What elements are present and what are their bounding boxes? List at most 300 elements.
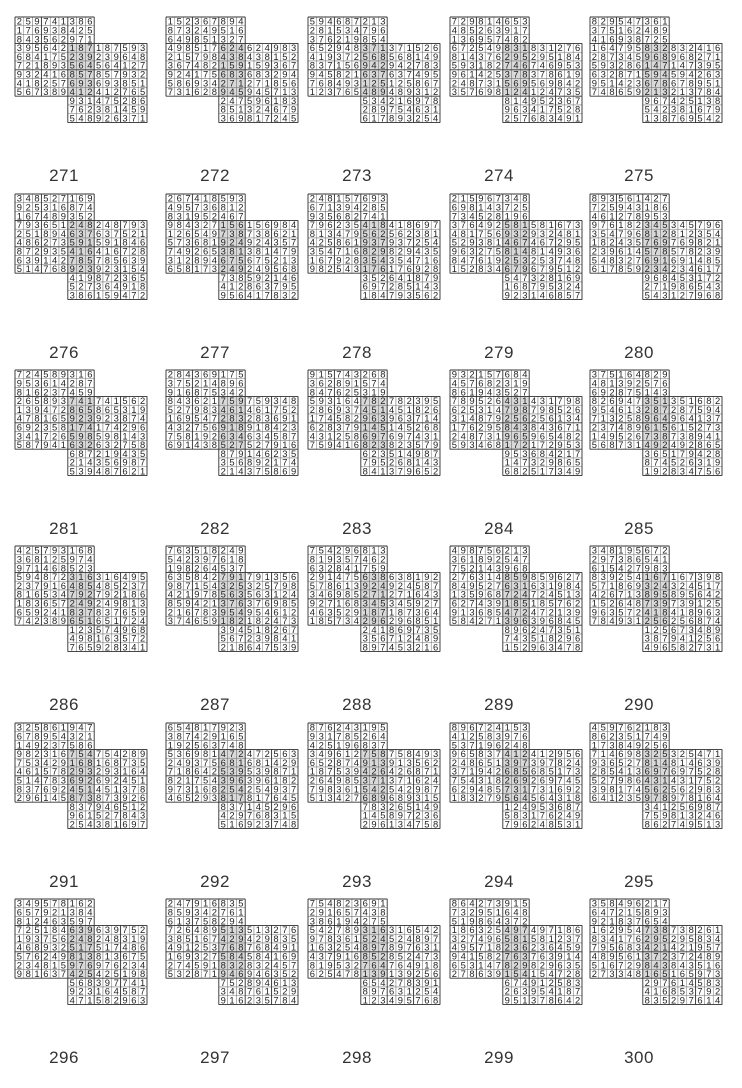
- puzzle-grid: [165, 193, 299, 327]
- cell-digit: 9: [662, 237, 667, 248]
- cell-digit: 5: [618, 193, 623, 204]
- cell-digit: 3: [345, 219, 350, 230]
- cell-digit: 4: [256, 86, 261, 97]
- cell-digit: 7: [273, 86, 278, 97]
- cell-digit: 8: [61, 263, 66, 274]
- cell-digit: 2: [496, 219, 501, 230]
- cell-digit: 6: [371, 51, 376, 62]
- cell-digit: 6: [229, 404, 234, 415]
- cell-digit: 3: [229, 430, 234, 441]
- cell-digit: 5: [566, 439, 571, 450]
- cell-digit: 8: [265, 422, 270, 433]
- cell-digit: 6: [78, 642, 83, 653]
- cell-digit: 4: [592, 210, 597, 221]
- cell-digit: 6: [140, 422, 145, 433]
- cell-digit: 6: [87, 290, 92, 301]
- cell-digit: 7: [291, 60, 296, 71]
- cell-digit: 6: [43, 598, 48, 609]
- cell-digit: 7: [336, 369, 341, 380]
- cell-digit: 2: [415, 113, 420, 124]
- cell-digit: 2: [212, 210, 217, 221]
- cell-digit: 9: [380, 86, 385, 97]
- cell-digit: 2: [327, 263, 332, 274]
- cell-digit: 6: [273, 413, 278, 424]
- cell-digit: 6: [363, 193, 368, 204]
- cell-digit: 1: [380, 42, 385, 53]
- cell-digit: 4: [70, 86, 75, 97]
- cell-digit: 2: [566, 404, 571, 415]
- cell-digit: 9: [371, 457, 376, 468]
- cell-digit: 4: [70, 272, 75, 283]
- cell-digit: 9: [461, 202, 466, 213]
- cell-digit: 5: [645, 378, 650, 389]
- cell-digit: 8: [461, 25, 466, 36]
- cell-digit: 8: [310, 386, 315, 397]
- cell-digit: 7: [653, 246, 658, 257]
- cell-digit: 1: [52, 580, 57, 591]
- cell-digit: 4: [478, 219, 483, 230]
- cell-digit: 8: [645, 457, 650, 468]
- cell-digit: 1: [592, 237, 597, 248]
- cell-digit: 3: [140, 598, 145, 609]
- cell-digit: 6: [256, 281, 261, 292]
- cell-digit: 9: [522, 378, 527, 389]
- cell-digit: 7: [575, 95, 580, 106]
- cell-digit: 8: [557, 290, 562, 301]
- cell-digit: 2: [52, 430, 57, 441]
- cell-digit: 1: [513, 246, 518, 257]
- cell-digit: 4: [380, 95, 385, 106]
- cell-digit: 9: [380, 386, 385, 397]
- cell-digit: 4: [185, 369, 190, 380]
- cell-digit: 8: [549, 404, 554, 415]
- cell-digit: 1: [229, 202, 234, 213]
- cell-digit: 1: [487, 254, 492, 265]
- cell-digit: 7: [505, 202, 510, 213]
- cell-digit: 5: [557, 104, 562, 115]
- cell-digit: 6: [636, 228, 641, 239]
- cell-digit: 9: [415, 95, 420, 106]
- cell-digit: 8: [34, 77, 39, 88]
- cell-digit: 6: [513, 430, 518, 441]
- cell-digit: 1: [653, 228, 658, 239]
- cell-digit: 2: [229, 33, 234, 44]
- cell-digit: 9: [131, 42, 136, 53]
- cell-digit: 9: [557, 60, 562, 71]
- cell-digit: 3: [26, 254, 31, 265]
- cell-digit: 9: [653, 439, 658, 450]
- cell-digit: 3: [273, 237, 278, 248]
- cell-digit: 4: [645, 25, 650, 36]
- cell-digit: 9: [680, 254, 685, 265]
- cell-digit: 5: [256, 395, 261, 406]
- cell-digit: 5: [105, 290, 110, 301]
- cell-digit: 8: [609, 439, 614, 450]
- cell-digit: 1: [238, 246, 243, 257]
- cell-digit: 1: [540, 466, 545, 477]
- cell-digit: 5: [513, 254, 518, 265]
- cell-digit: 5: [671, 69, 676, 80]
- cell-digit: 1: [407, 42, 412, 53]
- cell-digit: 4: [689, 413, 694, 424]
- cell-digit: 9: [618, 33, 623, 44]
- cell-digit: 3: [26, 580, 31, 591]
- cell-digit: 5: [407, 77, 412, 88]
- cell-digit: 2: [273, 69, 278, 80]
- cell-digit: 7: [380, 281, 385, 292]
- cell-digit: 3: [273, 395, 278, 406]
- cell-digit: 2: [185, 422, 190, 433]
- cell-digit: 7: [43, 16, 48, 27]
- cell-digit: 7: [627, 69, 632, 80]
- cell-digit: 4: [238, 466, 243, 477]
- cell-digit: 1: [282, 439, 287, 450]
- cell-digit: 9: [78, 589, 83, 600]
- cell-digit: 9: [354, 228, 359, 239]
- cell-digit: 9: [398, 113, 403, 124]
- cell-digit: 6: [627, 193, 632, 204]
- cell-digit: 9: [487, 86, 492, 97]
- cell-digit: 5: [566, 60, 571, 71]
- cell-digit: 9: [265, 263, 270, 274]
- cell-digit: 8: [636, 413, 641, 424]
- cell-digit: 6: [212, 202, 217, 213]
- cell-digit: 4: [229, 545, 234, 556]
- cell-digit: 3: [319, 60, 324, 71]
- cell-digit: 8: [273, 77, 278, 88]
- cell-digit: 5: [645, 290, 650, 301]
- cell-digit: 8: [238, 228, 243, 239]
- cell-digit: 6: [680, 237, 685, 248]
- cell-digit: 8: [715, 290, 720, 301]
- cell-digit: 1: [461, 413, 466, 424]
- cell-digit: 9: [592, 219, 597, 230]
- cell-digit: 3: [105, 51, 110, 62]
- cell-digit: 4: [319, 386, 324, 397]
- cell-digit: 1: [549, 42, 554, 53]
- cell-digit: 1: [354, 69, 359, 80]
- puzzle-grid: [589, 193, 723, 327]
- cell-digit: 2: [61, 42, 66, 53]
- cell-digit: 7: [247, 395, 252, 406]
- cell-digit: 1: [114, 395, 119, 406]
- cell-digit: 2: [327, 378, 332, 389]
- cell-digit: 4: [566, 77, 571, 88]
- cell-digit: 3: [424, 104, 429, 115]
- cell-digit: 1: [194, 263, 199, 274]
- cell-digit: 6: [345, 237, 350, 248]
- cell-digit: 1: [273, 51, 278, 62]
- cell-digit: 1: [689, 254, 694, 265]
- cell-digit: 8: [327, 77, 332, 88]
- cell-digit: 5: [662, 448, 667, 459]
- cell-digit: 8: [247, 281, 252, 292]
- cell-digit: 4: [61, 589, 66, 600]
- cell-digit: 2: [96, 448, 101, 459]
- cell-digit: 4: [496, 16, 501, 27]
- cell-digit: 8: [221, 448, 226, 459]
- cell-digit: 7: [310, 439, 315, 450]
- cell-digit: 7: [212, 42, 217, 53]
- cell-digit: 2: [34, 422, 39, 433]
- cell-digit: 9: [61, 86, 66, 97]
- cell-digit: 2: [282, 228, 287, 239]
- cell-digit: 1: [122, 589, 127, 600]
- cell-digit: 1: [680, 86, 685, 97]
- cell-digit: 2: [78, 281, 83, 292]
- cell-digit: 9: [715, 104, 720, 115]
- cell-digit: 1: [505, 210, 510, 221]
- cell-digit: 1: [61, 219, 66, 230]
- cell-digit: 8: [389, 439, 394, 450]
- cell-digit: 8: [697, 439, 702, 450]
- cell-digit: 3: [194, 16, 199, 27]
- cell-digit: 7: [575, 290, 580, 301]
- cell-digit: 4: [452, 228, 457, 239]
- cell-digit: 7: [496, 33, 501, 44]
- cell-digit: 5: [319, 439, 324, 450]
- cell-digit: 4: [247, 404, 252, 415]
- cell-digit: 9: [168, 386, 173, 397]
- cell-digit: 2: [415, 422, 420, 433]
- cell-digit: 1: [310, 86, 315, 97]
- cell-digit: 9: [238, 113, 243, 124]
- cell-digit: 9: [52, 395, 57, 406]
- cell-digit: 2: [575, 430, 580, 441]
- cell-digit: 3: [194, 219, 199, 230]
- cell-digit: 1: [575, 422, 580, 433]
- cell-digit: 8: [415, 77, 420, 88]
- cell-digit: 8: [513, 466, 518, 477]
- cell-digit: 9: [78, 430, 83, 441]
- cell-digit: 9: [531, 430, 536, 441]
- cell-digit: 2: [566, 281, 571, 292]
- cell-digit: 7: [706, 272, 711, 283]
- cell-digit: 1: [345, 33, 350, 44]
- cell-digit: 9: [689, 448, 694, 459]
- cell-digit: 5: [78, 615, 83, 626]
- cell-digit: 7: [680, 77, 685, 88]
- cell-digit: 7: [653, 281, 658, 292]
- cell-digit: 7: [522, 113, 527, 124]
- cell-digit: 7: [433, 77, 438, 88]
- cell-digit: 2: [627, 77, 632, 88]
- cell-digit: 4: [256, 263, 261, 274]
- cell-digit: 7: [363, 210, 368, 221]
- cell-digit: 7: [61, 77, 66, 88]
- cell-digit: 8: [592, 193, 597, 204]
- cell-digit: 4: [496, 263, 501, 274]
- cell-digit: 8: [371, 104, 376, 115]
- cell-digit: 7: [407, 69, 412, 80]
- cell-digit: 8: [212, 439, 217, 450]
- cell-digit: 9: [415, 263, 420, 274]
- cell-digit: 1: [194, 430, 199, 441]
- cell-digit: 5: [389, 51, 394, 62]
- cell-digit: 1: [715, 430, 720, 441]
- cell-digit: 9: [70, 554, 75, 565]
- cell-digit: 2: [345, 69, 350, 80]
- cell-digit: 3: [203, 202, 208, 213]
- cell-digit: 2: [336, 430, 341, 441]
- cell-digit: 8: [26, 51, 31, 62]
- cell-digit: 4: [345, 369, 350, 380]
- cell-digit: 7: [513, 69, 518, 80]
- cell-digit: 8: [345, 16, 350, 27]
- cell-digit: 2: [194, 562, 199, 573]
- cell-digit: 2: [513, 386, 518, 397]
- cell-digit: 7: [131, 633, 136, 644]
- cell-digit: 3: [43, 202, 48, 213]
- cell-digit: 2: [105, 263, 110, 274]
- cell-digit: 9: [87, 386, 92, 397]
- cell-digit: 7: [618, 228, 623, 239]
- cell-digit: 2: [407, 60, 412, 71]
- cell-digit: 2: [247, 413, 252, 424]
- puzzle-grid: [589, 16, 723, 150]
- cell-digit: 2: [697, 246, 702, 257]
- cell-digit: 1: [345, 439, 350, 450]
- cell-digit: 3: [469, 439, 474, 450]
- cell-digit: 8: [78, 254, 83, 265]
- cell-digit: 2: [618, 210, 623, 221]
- puzzle-278: [307, 193, 432, 383]
- cell-digit: 5: [478, 210, 483, 221]
- cell-digit: 9: [452, 246, 457, 257]
- cell-digit: 1: [487, 404, 492, 415]
- cell-digit: 2: [645, 86, 650, 97]
- cell-digit: 7: [487, 246, 492, 257]
- cell-digit: 6: [469, 422, 474, 433]
- cell-digit: 9: [96, 413, 101, 424]
- cell-digit: 4: [618, 422, 623, 433]
- cell-digit: 4: [398, 272, 403, 283]
- cell-digit: 7: [601, 369, 606, 380]
- cell-digit: 3: [627, 237, 632, 248]
- cell-digit: 4: [87, 422, 92, 433]
- cell-digit: 2: [78, 263, 83, 274]
- cell-digit: 1: [645, 60, 650, 71]
- cell-digit: 5: [256, 60, 261, 71]
- cell-digit: 7: [229, 448, 234, 459]
- cell-digit: 3: [433, 281, 438, 292]
- cell-digit: 9: [87, 193, 92, 204]
- cell-digit: 5: [706, 228, 711, 239]
- cell-digit: 9: [221, 290, 226, 301]
- cell-digit: 6: [592, 69, 597, 80]
- cell-digit: 2: [636, 219, 641, 230]
- cell-digit: 2: [380, 228, 385, 239]
- cell-digit: 7: [291, 430, 296, 441]
- cell-digit: 3: [513, 395, 518, 406]
- cell-digit: 6: [78, 545, 83, 556]
- cell-digit: 2: [273, 113, 278, 124]
- cell-digit: 1: [43, 254, 48, 265]
- cell-digit: 3: [566, 413, 571, 424]
- cell-digit: 2: [265, 457, 270, 468]
- cell-digit: 4: [256, 448, 261, 459]
- cell-digit: 5: [177, 263, 182, 274]
- cell-digit: 6: [461, 386, 466, 397]
- cell-digit: 8: [70, 69, 75, 80]
- cell-digit: 1: [70, 193, 75, 204]
- cell-digit: 1: [177, 254, 182, 265]
- cell-digit: 5: [336, 413, 341, 424]
- cell-digit: 4: [407, 254, 412, 265]
- cell-digit: 5: [461, 378, 466, 389]
- cell-digit: 1: [636, 193, 641, 204]
- cell-digit: 7: [87, 42, 92, 53]
- cell-digit: 5: [43, 589, 48, 600]
- cell-digit: 6: [389, 430, 394, 441]
- cell-digit: 6: [424, 77, 429, 88]
- cell-digit: 6: [557, 219, 562, 230]
- cell-digit: 7: [61, 193, 66, 204]
- cell-digit: 5: [229, 395, 234, 406]
- cell-digit: 6: [52, 562, 57, 573]
- cell-digit: 8: [310, 228, 315, 239]
- cell-digit: 7: [452, 395, 457, 406]
- cell-digit: 6: [52, 33, 57, 44]
- cell-digit: 9: [87, 51, 92, 62]
- cell-digit: 3: [380, 413, 385, 424]
- cell-digit: 9: [645, 272, 650, 283]
- cell-digit: 5: [327, 210, 332, 221]
- cell-digit: 7: [609, 422, 614, 433]
- cell-digit: 1: [17, 598, 22, 609]
- cell-digit: 4: [371, 210, 376, 221]
- cell-digit: 4: [114, 624, 119, 635]
- cell-digit: 9: [697, 430, 702, 441]
- cell-digit: 8: [26, 237, 31, 248]
- cell-digit: 4: [168, 422, 173, 433]
- cell-digit: 3: [557, 466, 562, 477]
- cell-digit: 6: [496, 51, 501, 62]
- cell-digit: 2: [140, 290, 145, 301]
- cell-digit: 9: [549, 457, 554, 468]
- cell-digit: 9: [433, 51, 438, 62]
- cell-digit: 1: [185, 210, 190, 221]
- cell-digit: 9: [636, 422, 641, 433]
- cell-digit: 9: [689, 237, 694, 248]
- cell-digit: 4: [715, 86, 720, 97]
- cell-digit: 1: [513, 25, 518, 36]
- cell-digit: 3: [522, 104, 527, 115]
- cell-digit: 6: [433, 254, 438, 265]
- cell-digit: 6: [706, 290, 711, 301]
- cell-digit: 9: [247, 422, 252, 433]
- cell-digit: 4: [238, 430, 243, 441]
- cell-digit: 2: [319, 422, 324, 433]
- cell-digit: 1: [43, 413, 48, 424]
- cell-digit: 7: [424, 439, 429, 450]
- cell-digit: 2: [43, 237, 48, 248]
- cell-digit: 5: [122, 42, 127, 53]
- cell-digit: 9: [336, 404, 341, 415]
- cell-digit: 8: [336, 378, 341, 389]
- cell-digit: 4: [389, 86, 394, 97]
- cell-digit: 2: [371, 77, 376, 88]
- cell-digit: 7: [168, 246, 173, 257]
- cell-digit: 8: [203, 60, 208, 71]
- cell-digit: 1: [371, 16, 376, 27]
- cell-digit: 4: [70, 386, 75, 397]
- cell-digit: 7: [203, 69, 208, 80]
- cell-digit: 6: [327, 33, 332, 44]
- cell-digit: 8: [697, 237, 702, 248]
- cell-digit: 6: [487, 193, 492, 204]
- cell-digit: 1: [122, 263, 127, 274]
